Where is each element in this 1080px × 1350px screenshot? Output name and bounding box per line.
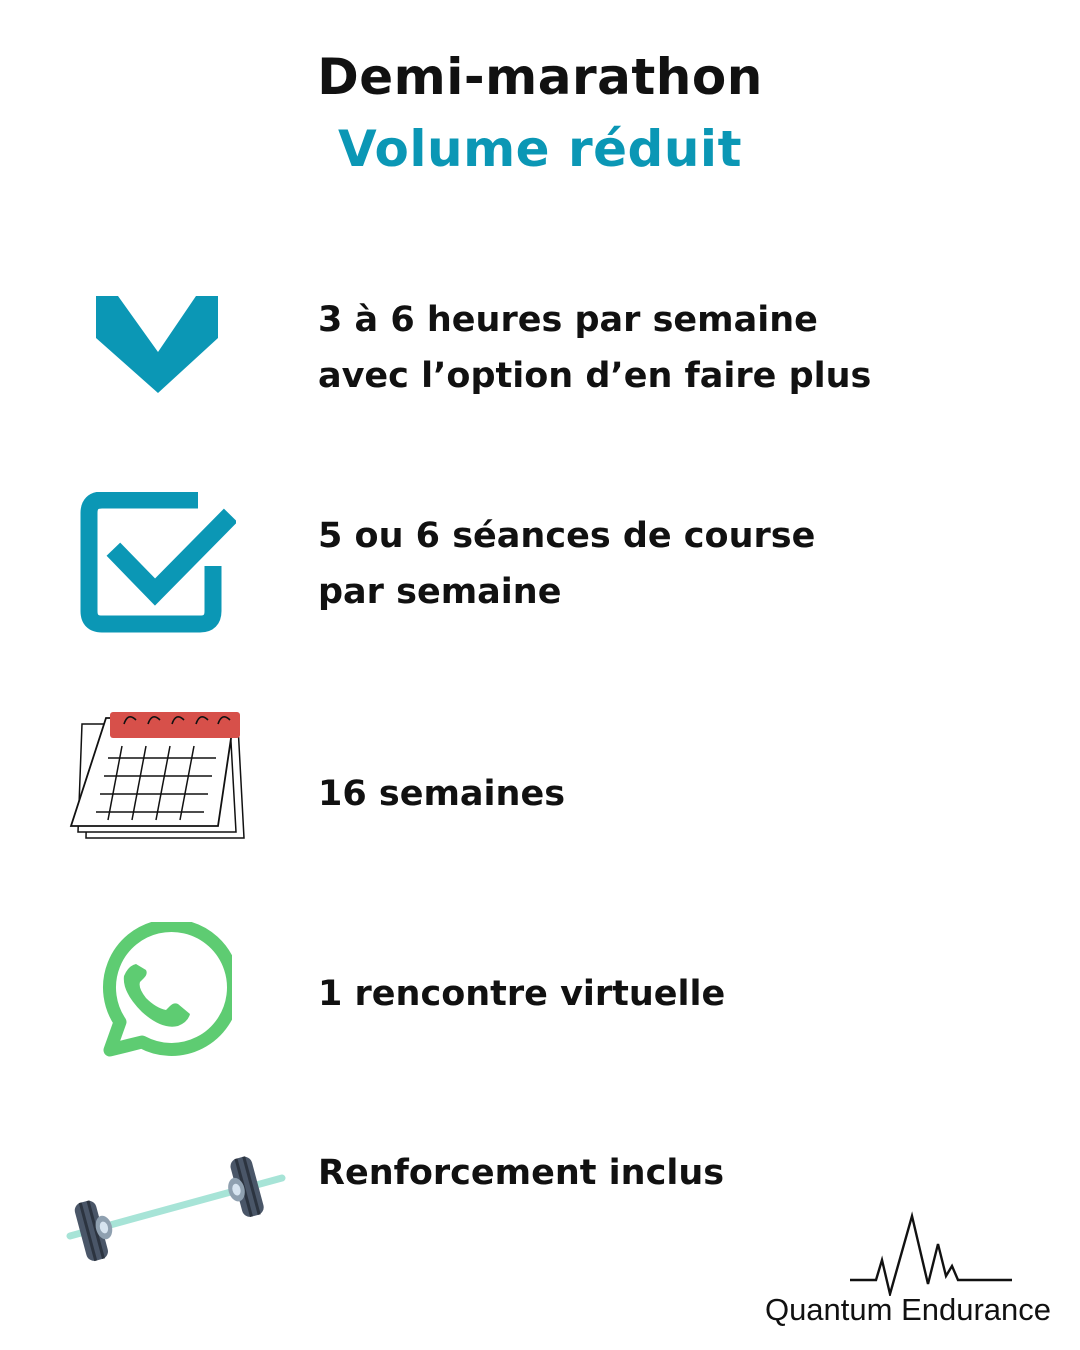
feature-sessions	[318, 508, 815, 620]
feature-meeting: 1 rencontre virtuelle	[318, 974, 726, 1014]
heartbeat-line-icon	[848, 1210, 1016, 1296]
feature-weeks: 16 semaines	[318, 774, 566, 814]
chevron-down-icon	[96, 296, 220, 396]
feature-hours-line2: avec l’option d’en faire plus	[318, 356, 872, 396]
calendar-icon	[68, 706, 250, 844]
whatsapp-icon	[84, 922, 232, 1068]
feature-hours	[318, 292, 871, 404]
page-subtitle: Volume réduit	[338, 120, 742, 178]
feature-sessions-line2: par semaine	[318, 572, 562, 612]
page-title: Demi-marathon	[317, 48, 763, 106]
feature-sessions-line1: 5 ou 6 séances de course	[318, 516, 816, 556]
barbell-icon	[64, 1150, 288, 1264]
brand-logo	[752, 1210, 1064, 1336]
checkbox-checked-icon	[80, 492, 236, 634]
brand-name: Quantum Endurance	[764, 1292, 1052, 1327]
feature-strength: Renforcement inclus	[318, 1153, 725, 1193]
feature-hours-line1: 3 à 6 heures par semaine	[318, 300, 818, 340]
